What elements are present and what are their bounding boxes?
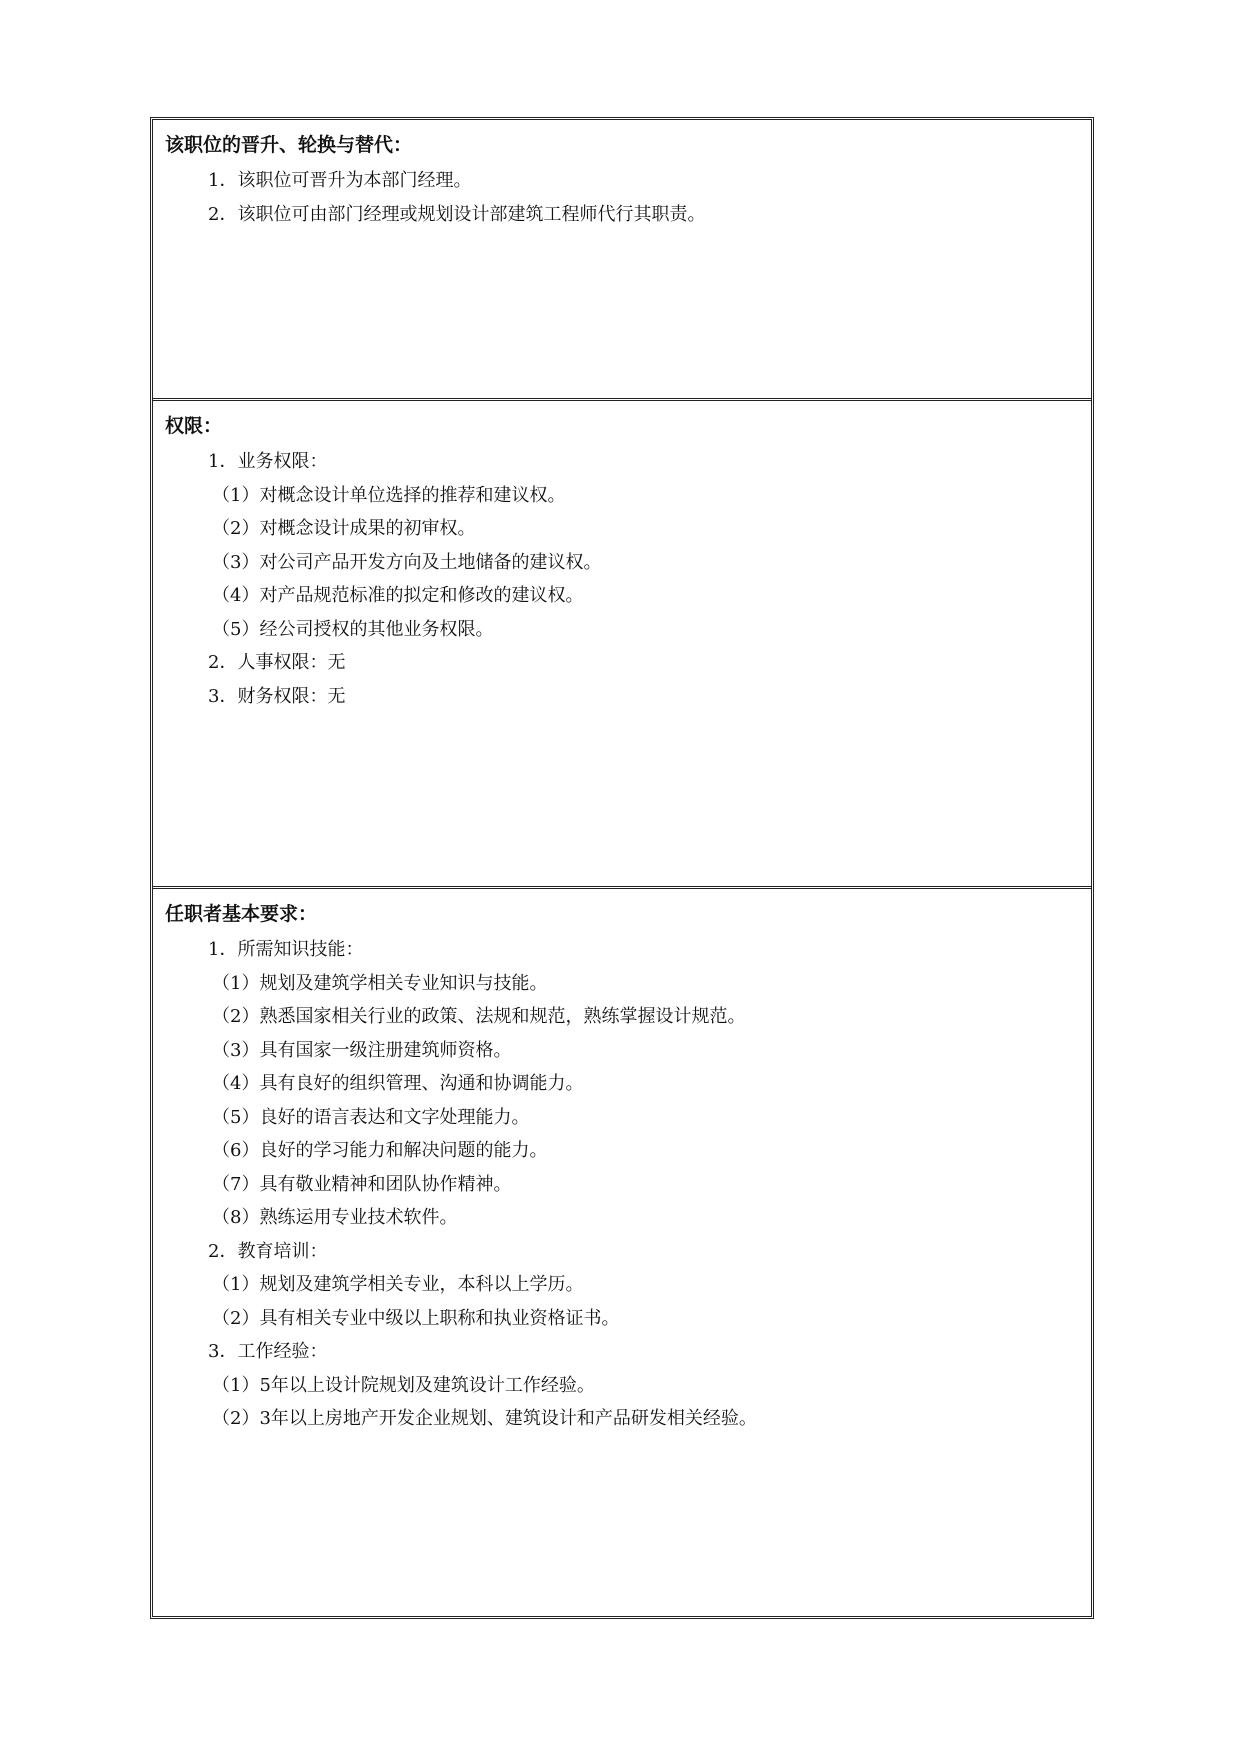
list-subitem: （1）规划及建筑学相关专业知识与技能。	[212, 972, 548, 994]
list-item: 1．该职位可晋升为本部门经理。	[208, 170, 472, 191]
list-subitem: （1）5年以上设计院规划及建筑设计工作经验。	[212, 1374, 595, 1396]
section-title: 该职位的晋升、轮换与替代：	[165, 134, 413, 156]
list-subitem: （2）3年以上房地产开发企业规划、建筑设计和产品研发相关经验。	[212, 1408, 757, 1429]
list-subitem: （8）熟练运用专业技术软件。	[212, 1207, 458, 1228]
list-subitem: （3）具有国家一级注册建筑师资格。	[212, 1039, 512, 1061]
list-subitem: （2）对概念设计成果的初审权。	[212, 518, 476, 539]
list-item: 2．教育培训：	[208, 1240, 328, 1262]
list-item: 1．业务权限：	[208, 451, 328, 472]
list-subitem: （1）规划及建筑学相关专业，本科以上学历。	[212, 1274, 584, 1295]
list-item: 3．工作经验：	[208, 1341, 328, 1362]
list-item: 2．该职位可由部门经理或规划设计部建筑工程师代行其职责。	[208, 203, 706, 225]
list-item: 1．所需知识技能：	[208, 939, 364, 960]
list-subitem: （7）具有敬业精神和团队协作精神。	[212, 1173, 512, 1195]
list-subitem: （6）良好的学习能力和解决问题的能力。	[212, 1140, 548, 1161]
list-subitem: （5）良好的语言表达和文字处理能力。	[212, 1106, 530, 1128]
section-title: 权限：	[165, 415, 223, 437]
list-subitem: （4）对产品规范标准的拟定和修改的建议权。	[212, 585, 584, 606]
list-subitem: （2）熟悉国家相关行业的政策、法规和规范，熟练掌握设计规范。	[212, 1006, 746, 1027]
section-title: 任职者基本要求：	[165, 903, 318, 925]
list-subitem: （4）具有良好的组织管理、沟通和协调能力。	[212, 1073, 584, 1094]
list-subitem: （5）经公司授权的其他业务权限。	[212, 618, 494, 640]
promotion-rotation-section	[153, 120, 1091, 398]
authority-section	[153, 398, 1091, 886]
list-subitem: （1）对概念设计单位选择的推荐和建议权。	[212, 484, 566, 506]
list-item: 2．人事权限：无	[208, 652, 346, 673]
list-subitem: （2）具有相关专业中级以上职称和执业资格证书。	[212, 1307, 620, 1329]
list-item: 3．财务权限：无	[208, 685, 346, 707]
job-description-table	[150, 117, 1094, 1619]
list-subitem: （3）对公司产品开发方向及土地储备的建议权。	[212, 551, 602, 573]
requirements-section	[153, 886, 1091, 1616]
